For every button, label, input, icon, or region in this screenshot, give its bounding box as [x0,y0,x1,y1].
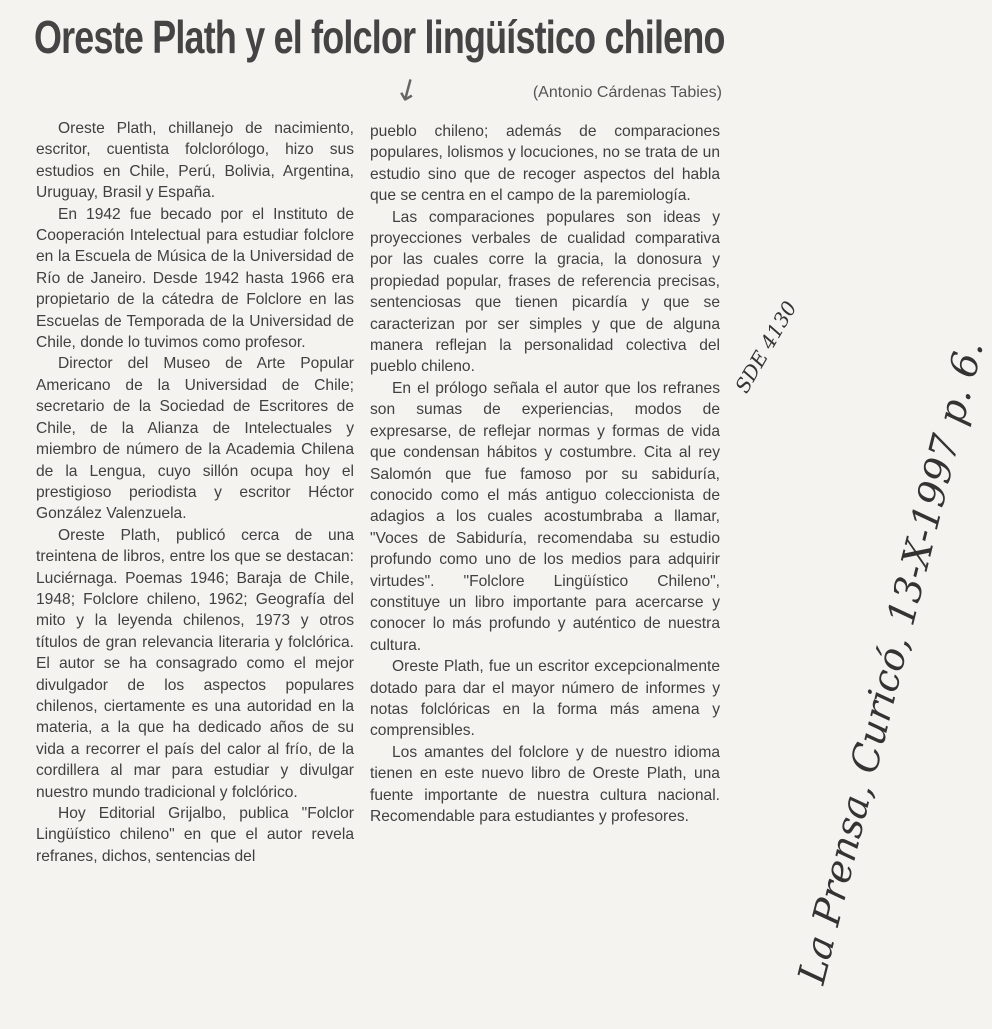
paragraph: Director del Museo de Arte Popular Americano de la Universidad de Chile; secretario de la Sociedad de Escritores de Chile, de la Alianza de Intelectuales y miembro de número de la Academia Chilena de la Lengua, cuyo sillón ocupa hoy el prestigioso periodista y escritor Héctor González Valenzuela. [36,355,354,523]
paragraph: En el prólogo señala el autor que los refranes son sumas de experiencias, modos de expresarse, de reflejar normas y formas de vida que condensan hábitos y costumbre. Cita al rey Salomón que fue famoso por su sabiduría, conocido como el más antiguo coleccionista de adagios a los cuales acostumbraba a llamar, "Voces de Sabiduría, recomendaba su estudio profundo como uno de los medios para adquirir virtudes". "Folclore Lingüístico Chileno", constituye un libro importante para acercarse y conocer lo más profundo y auténtico de nuestra cultura. [370,379,720,654]
handwritten-code-note: SDE 4130 [730,297,802,397]
paragraph: Hoy Editorial Grijalbo, publica "Folclor Lingüístico chileno" en que el autor revela refranes, dichos, sentencias del [36,805,354,865]
paragraph: En 1942 fue becado por el Instituto de Cooperación Intelectual para estudiar folclore en la Escuela de Música de la Universidad de Río de Janeiro. Desde 1942 hasta 1966 era propietario de la cátedra de Folclore en las Escuelas de Temporada de la Universidad de Chile, donde lo tuvimos como profesor. [36,205,354,352]
paragraph: Las comparaciones populares son ideas y proyecciones verbales de cualidad comparativa por las cuales corre la gracia, la donosura y propiedad popular, frases de referencia precisas, sentenciosas que tienen picardía y que se caracterizan por ser simples y que de alguna manera reflejan la personalidad colectiva del pueblo chileno. [370,208,720,376]
handwritten-arrow-icon: ↙ [388,68,427,111]
article-byline: (Antonio Cárdenas Tabies) [532,84,722,101]
handwritten-source-note: La Prensa, Curicó, 13-X-1997 p. 6. [789,335,992,989]
paragraph: Oreste Plath, chillanejo de nacimiento, escritor, cuentista folclorólogo, hizo sus estudios en Chile, Perú, Bolivia, Argentina, Uruguay, Brasil y España. [36,120,354,202]
article-title: Oreste Plath y el folclor lingüístico chileno [34,11,725,63]
paragraph: Oreste Plath, fue un escritor excepcionalmente dotado para dar el mayor número de informes y notas folclóricas en la forma más amena y comprensibles. [370,658,720,740]
paragraph-continuation: pueblo chileno; además de comparaciones populares, lolismos y locuciones, no se trata de un estudio sino que de recoger aspectos del habla que se centra en el campo de la paremiología. [370,123,720,205]
paragraph: Los amantes del folclore y de nuestro idioma tienen en este nuevo libro de Oreste Plath, una fuente importante de nuestra cultura nacional. Recomendable para estudiantes y profesores. [370,743,720,825]
left-column [36,118,354,867]
paragraph: Oreste Plath, publicó cerca de una treintena de libros, entre los que se destacan: Luciérnaga. Poemas 1946; Baraja de Chile, 1948; Folclore chileno, 1962; Geografía del mito y la leyenda chilenos, 1973 y otros títulos de gran relevancia literaria y folclórica. El autor se ha consagrado como el mejor divulgador de los aspectos populares chilenos, ciertamente es una autoridad en la materia, a la que ha dedicado años de su vida a recorrer el país del calor al frío, de la cordillera al mar para estudiar y divulgar nuestro mundo tradicional y folclórico. [36,526,354,801]
right-column [370,121,720,827]
